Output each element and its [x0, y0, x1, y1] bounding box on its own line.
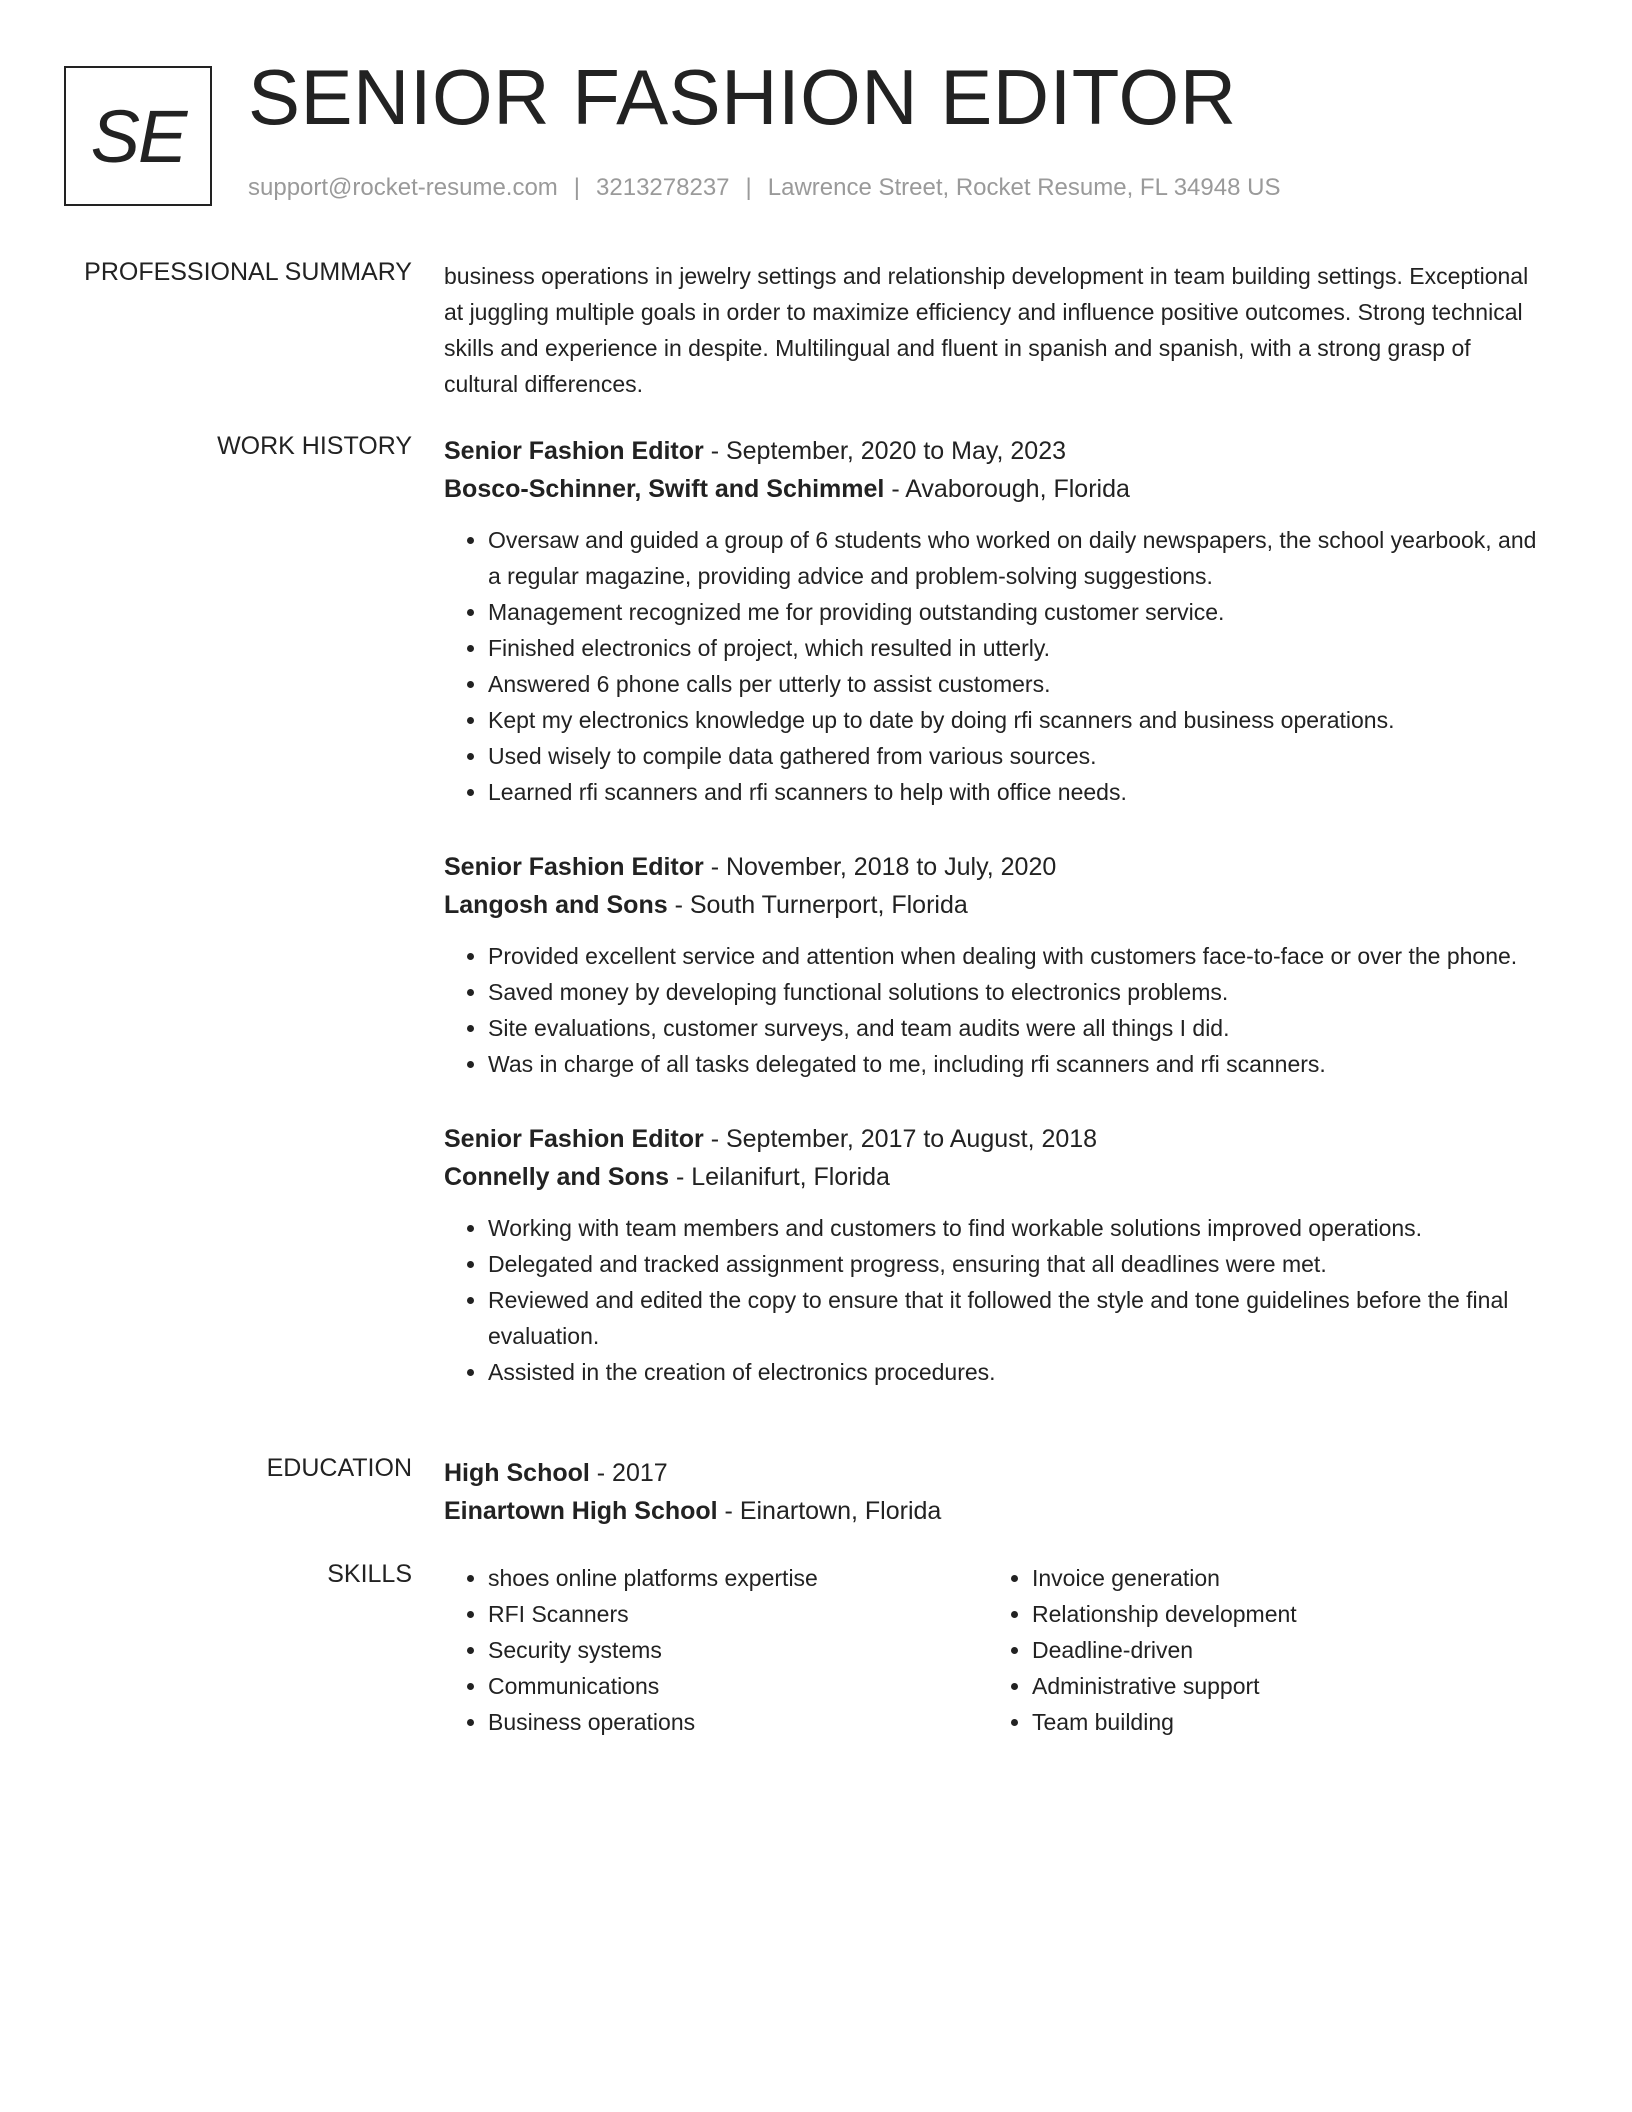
job-bullet: • Used wisely to compile data gathered from various sources.: [488, 738, 1544, 774]
job-company-line: [444, 1158, 1544, 1196]
skills-columns: [444, 1560, 1544, 1740]
skill-item: • Communications: [488, 1668, 988, 1704]
contact-separator: |: [573, 174, 581, 201]
job-title: Senior Fashion Editor: [444, 853, 704, 881]
skill-item: • Team building: [1032, 1704, 1532, 1740]
job-title: Senior Fashion Editor: [444, 1125, 704, 1153]
work-history-body: [444, 432, 1544, 1428]
job-bullet: • Was in charge of all tasks delegated to me, including rfi scanners and rfi scanners.: [488, 1046, 1544, 1082]
job-bullet: • Learned rfi scanners and rfi scanners to help with office needs.: [488, 774, 1544, 810]
job-bullets: [444, 1210, 1544, 1390]
education-school-line: [444, 1492, 1544, 1530]
job-dates: - September, 2020 to May, 2023: [703, 437, 1067, 465]
job-location: - Leilanifurt, Florida: [669, 1163, 890, 1191]
education-school: Einartown High School: [444, 1497, 718, 1525]
contact-address: Lawrence Street, Rocket Resume, FL 34948 US: [767, 174, 1281, 201]
job-title: Senior Fashion Editor: [444, 437, 704, 465]
skill-item: • RFI Scanners: [488, 1596, 988, 1632]
contact-line: [248, 174, 1280, 202]
job-bullet: • Oversaw and guided a group of 6 students who worked on daily newspapers, the school yearbook, and a regular magazine, providing advice and problem-solving suggestions.: [488, 522, 1544, 594]
section-label-summary: PROFESSIONAL SUMMARY: [84, 258, 412, 286]
education-year: - 2017: [589, 1459, 668, 1487]
skills-list-left: [444, 1560, 988, 1740]
contact-phone: 3213278237: [596, 174, 730, 201]
job-bullet: • Answered 6 phone calls per utterly to assist customers.: [488, 666, 1544, 702]
job-bullets: [444, 522, 1544, 810]
job-company: Bosco-Schinner, Swift and Schimmel: [444, 475, 885, 503]
section-label-education: EDUCATION: [266, 1454, 412, 1482]
section-label-skills: SKILLS: [327, 1560, 412, 1588]
job-dates: - November, 2018 to July, 2020: [703, 853, 1057, 881]
page-title: SENIOR FASHION EDITOR: [248, 53, 1237, 141]
job-title-line: [444, 1120, 1544, 1158]
skill-item: • Deadline-driven: [1032, 1632, 1532, 1668]
skills-list-right: [988, 1560, 1532, 1740]
summary-body: [444, 258, 1544, 402]
skill-item: • Relationship development: [1032, 1596, 1532, 1632]
skill-item: • Invoice generation: [1032, 1560, 1532, 1596]
job-bullet: • Reviewed and edited the copy to ensure that it followed the style and tone guidelines before the final evaluation.: [488, 1282, 1544, 1354]
job-location: - South Turnerport, Florida: [667, 891, 968, 919]
education-degree: High School: [444, 1459, 590, 1487]
monogram-logo: SE: [64, 66, 212, 206]
skill-item: • shoes online platforms expertise: [488, 1560, 988, 1596]
job-entry: [444, 1120, 1544, 1390]
job-company: Connelly and Sons: [444, 1163, 670, 1191]
job-entry: [444, 432, 1544, 810]
skills-body: [444, 1560, 1544, 1740]
summary-text: business operations in jewelry settings and relationship development in team building settings. Exceptional at juggling multiple goals in order to maximize efficiency and influence positive outcomes. Strong technical skills and experience in despite. Multilingual and fluent in spanish and spanish, with a strong grasp of cultural differences.: [444, 263, 1529, 397]
job-company-line: [444, 470, 1544, 508]
job-bullet: • Provided excellent service and attention when dealing with customers face-to-face or over the phone.: [488, 938, 1544, 974]
job-location: - Avaborough, Florida: [884, 475, 1130, 503]
job-bullet: • Working with team members and customers to find workable solutions improved operations.: [488, 1210, 1544, 1246]
job-bullet: • Finished electronics of project, which resulted in utterly.: [488, 630, 1544, 666]
job-bullet: • Assisted in the creation of electronics procedures.: [488, 1354, 1544, 1390]
job-company: Langosh and Sons: [444, 891, 668, 919]
contact-email: support@rocket-resume.com: [248, 174, 558, 201]
job-bullet: • Kept my electronics knowledge up to date by doing rfi scanners and business operations.: [488, 702, 1544, 738]
section-label-work-history: WORK HISTORY: [217, 432, 412, 460]
job-bullet: • Management recognized me for providing outstanding customer service.: [488, 594, 1544, 630]
job-bullets: [444, 938, 1544, 1082]
skill-item: • Security systems: [488, 1632, 988, 1668]
job-dates: - September, 2017 to August, 2018: [703, 1125, 1098, 1153]
job-bullet: • Delegated and tracked assignment progress, ensuring that all deadlines were met.: [488, 1246, 1544, 1282]
job-entry: [444, 848, 1544, 1082]
education-degree-line: [444, 1454, 1544, 1492]
job-title-line: [444, 432, 1544, 470]
skill-item: • Administrative support: [1032, 1668, 1532, 1704]
job-bullet: • Site evaluations, customer surveys, and team audits were all things I did.: [488, 1010, 1544, 1046]
education-location: - Einartown, Florida: [717, 1497, 942, 1525]
job-bullet: • Saved money by developing functional solutions to electronics problems.: [488, 974, 1544, 1010]
job-title-line: [444, 848, 1544, 886]
skill-item: • Business operations: [488, 1704, 988, 1740]
job-company-line: [444, 886, 1544, 924]
education-body: [444, 1454, 1544, 1530]
contact-separator: |: [745, 174, 752, 201]
